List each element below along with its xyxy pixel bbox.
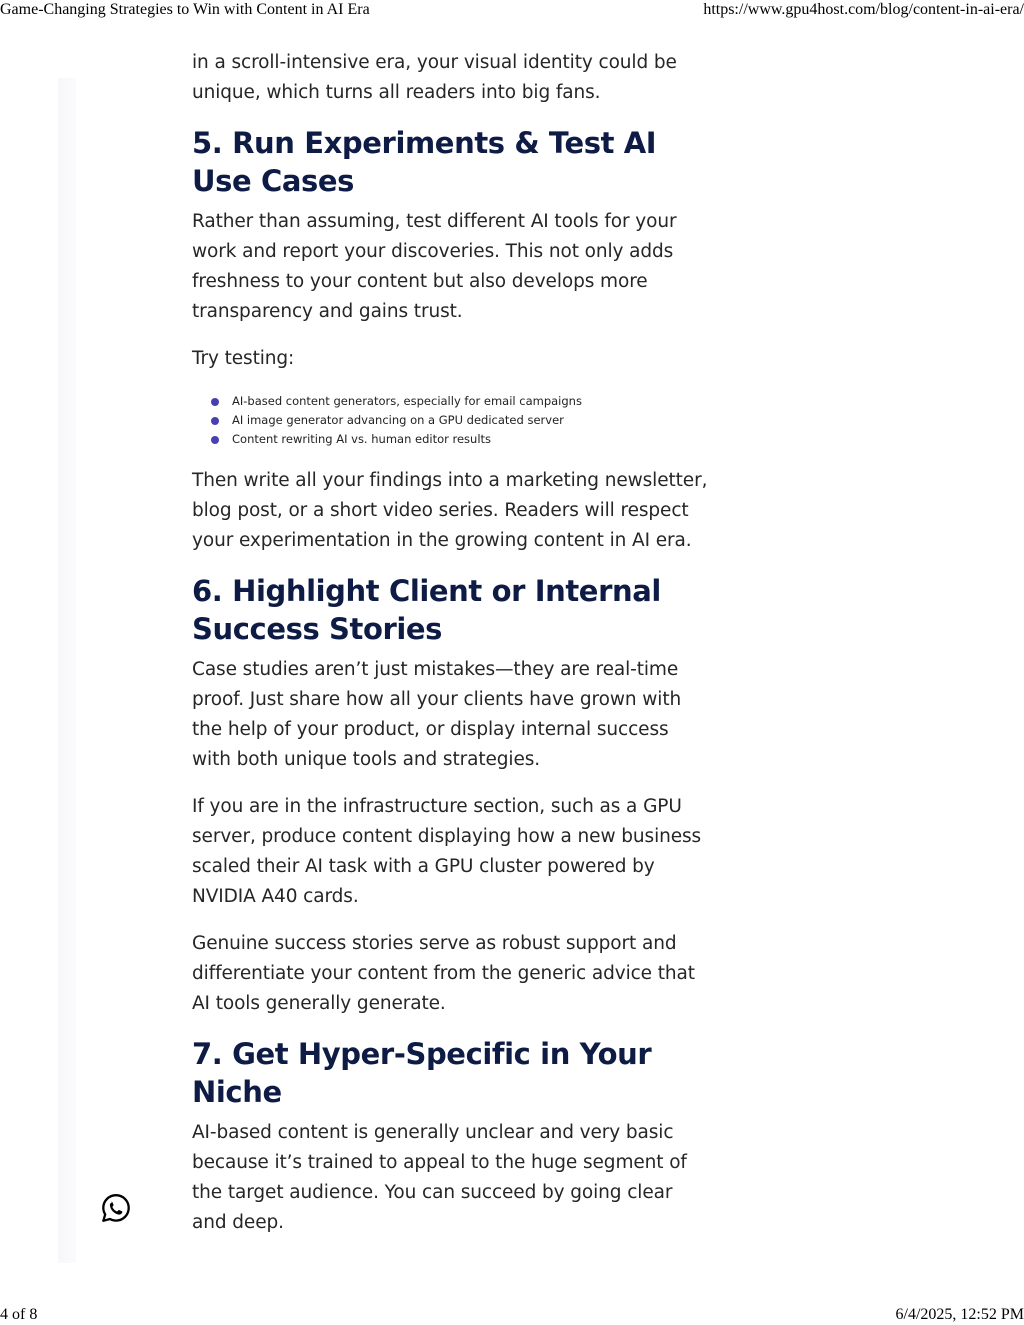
bullet-dot-icon — [211, 417, 219, 425]
bullet-dot-icon — [211, 398, 219, 406]
page-number: 4 of 8 — [0, 1306, 38, 1323]
section-6-paragraph-3: Genuine success stories serve as robust support and differentiate your content from the generic advice that AI tools generally generate. — [192, 933, 695, 1014]
section-5-heading: 5. Run Experiments & Test AI Use Cases — [192, 126, 657, 198]
section-6-paragraph-1: Case studies aren’t just mistakes—they are real-time proof. Just share how all your clients have grown with the help of your product, or display internal success with both unique tools and strategies. — [192, 659, 682, 770]
print-footer — [0, 1305, 1024, 1325]
list-item — [211, 411, 712, 430]
list-item — [211, 392, 712, 411]
section-5-paragraph-1: Rather than assuming, test different AI tools for your work and report your discoveries. This not only adds freshness to your content but also develops more transparency and gains trust. — [192, 211, 677, 322]
section-7-heading: 7. Get Hyper-Specific in Your Niche — [192, 1037, 652, 1109]
list-item — [211, 430, 712, 449]
print-header — [0, 0, 1024, 20]
section-5-bullet-list — [192, 392, 712, 449]
page-edge-shade — [58, 78, 76, 1263]
section-6-paragraph-2: If you are in the infrastructure section, such as a GPU server, produce content displaying how a new business scaled their AI task with a GPU cluster powered by NVIDIA A40 cards. — [192, 796, 702, 907]
section-7-paragraph-1: AI-based content is generally unclear and very basic because it’s trained to appeal to the huge segment of the target audience. You can succeed by going clear and deep. — [192, 1122, 687, 1233]
list-item-text: AI image generator advancing on a GPU dedicated server — [232, 413, 564, 427]
list-item-text: AI-based content generators, especially for email campaigns — [232, 394, 582, 408]
whatsapp-icon[interactable] — [100, 1192, 132, 1224]
section-6-heading: 6. Highlight Client or Internal Success Stories — [192, 574, 661, 646]
article-body — [192, 48, 712, 1238]
section-5-paragraph-3: Then write all your findings into a marketing newsletter, blog post, or a short video series. Readers will respect your experimentation in the growing content in AI era. — [192, 470, 708, 551]
list-item-text: Content rewriting AI vs. human editor results — [232, 432, 492, 446]
print-url: https://www.gpu4host.com/blog/content-in-ai-era/ — [703, 1, 1024, 18]
print-title: Game-Changing Strategies to Win with Content in AI Era — [0, 1, 370, 18]
print-datetime: 6/4/2025, 12:52 PM — [895, 1306, 1024, 1323]
bullet-dot-icon — [211, 436, 219, 444]
section-5-paragraph-2: Try testing: — [192, 348, 295, 369]
intro-paragraph: in a scroll-intensive era, your visual identity could be unique, which turns all readers into big fans. — [192, 52, 677, 103]
intro-paragraph-clipped — [192, 48, 712, 108]
